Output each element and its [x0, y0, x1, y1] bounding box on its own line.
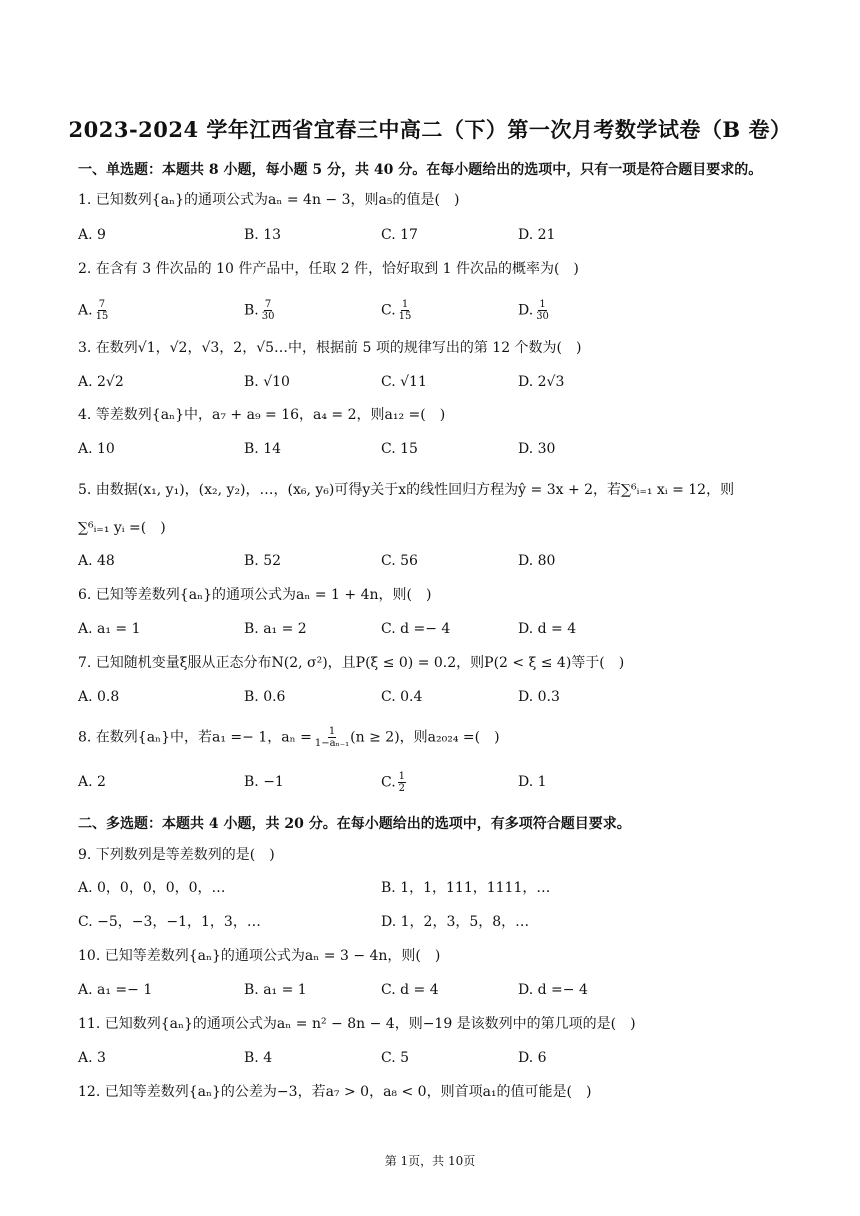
- q9-option-c: C. −5，−3，−1，1，3，…: [78, 914, 261, 930]
- q4-option-c: C. 15: [381, 441, 418, 457]
- q10-option-b: B. a₁ = 1: [244, 982, 307, 998]
- section-multiple-choice: 二、多选题：本题共 4 小题，共 20 分。在每小题给出的选项中，有多项符合题目要求。: [78, 816, 631, 832]
- q11-option-d: D. 6: [518, 1050, 547, 1066]
- q11-option-b: B. 4: [244, 1050, 273, 1066]
- fraction-denominator: 15: [398, 311, 412, 322]
- q9-option-d: D. 1，2，3，5，8，…: [381, 914, 530, 930]
- q7-option-a: A. 0.8: [78, 689, 120, 705]
- q11-option-a: A. 3: [78, 1050, 106, 1066]
- question-10: 10. 已知等差数列{aₙ}的通项公式为aₙ = 3 − 4n，则( ): [78, 948, 441, 964]
- q1-option-d: D. 21: [518, 227, 556, 243]
- q8-stem-prefix: 8. 在数列{aₙ}中，若a₁ =− 1，aₙ =: [78, 729, 312, 746]
- q2-option-b: [244, 299, 275, 322]
- q8-option-c: [381, 771, 406, 794]
- q10-option-d: D. d =− 4: [518, 982, 588, 998]
- q2-option-c-fraction: [398, 299, 413, 322]
- question-2: 2. 在含有 3 件次品的 10 件产品中，任取 2 件，恰好取到 1 件次品的概率为( ): [78, 261, 579, 277]
- fraction-numerator: 1: [328, 726, 336, 737]
- question-8: [78, 726, 500, 749]
- fraction-denominator: 30: [261, 311, 275, 322]
- question-5-continued: ∑⁶ᵢ₌₁ yᵢ =( ): [78, 520, 166, 536]
- q5-option-a: A. 48: [78, 553, 115, 569]
- q8-stem-suffix: (n ≥ 2)，则a₂₀₂₄ =( ): [350, 729, 500, 746]
- fraction-denominator: 2: [398, 783, 406, 794]
- q4-option-d: D. 30: [518, 441, 556, 457]
- q2-option-d-label: D.: [518, 302, 534, 319]
- q2-option-d: [518, 299, 550, 322]
- q10-option-c: C. d = 4: [381, 982, 439, 998]
- q3-option-c: C. √11: [381, 374, 427, 390]
- q8-option-b: B. −1: [244, 774, 284, 790]
- fraction-numerator: 1: [401, 299, 409, 310]
- q6-option-c: C. d =− 4: [381, 621, 451, 637]
- page-footer: 第 1页，共 10页: [384, 1154, 476, 1168]
- q11-option-c: C. 5: [381, 1050, 410, 1066]
- q5-option-b: B. 52: [244, 553, 282, 569]
- question-5: 5. 由数据(x₁, y₁)，(x₂, y₂)，…，(x₆, y₆)可得y关于x的线性回归方程为ŷ = 3x + 2，若∑⁶ᵢ₌₁ xᵢ = 12，则: [78, 482, 735, 498]
- q3-option-b: B. √10: [244, 374, 290, 390]
- question-12: 12. 已知等差数列{aₙ}的公差为−3，若a₇ > 0，a₈ < 0，则首项a₁的值可能是( ): [78, 1084, 592, 1100]
- q7-option-d: D. 0.3: [518, 689, 560, 705]
- q10-option-a: A. a₁ =− 1: [78, 982, 153, 998]
- q3-option-d: D. 2√3: [518, 374, 565, 390]
- question-11: 11. 已知数列{aₙ}的通项公式为aₙ = n² − 8n − 4，则−19 是该数列中的第几项的是( ): [78, 1016, 636, 1032]
- q9-option-a: A. 0，0，0，0，0，…: [78, 880, 226, 896]
- q1-option-a: A. 9: [78, 227, 106, 243]
- question-1: 1. 已知数列{aₙ}的通项公式为aₙ = 4n − 3，则a₅的值是( ): [78, 192, 460, 208]
- q8-option-c-fraction: [398, 771, 406, 794]
- q2-option-a-label: A.: [78, 302, 93, 319]
- q1-option-c: C. 17: [381, 227, 418, 243]
- fraction-denominator: 30: [536, 311, 549, 322]
- fraction-numerator: 7: [98, 299, 106, 310]
- q5-option-d: D. 80: [518, 553, 556, 569]
- q7-option-c: C. 0.4: [381, 689, 423, 705]
- q9-option-b: B. 1，1，111，1111，…: [381, 880, 551, 896]
- q6-option-b: B. a₁ = 2: [244, 621, 307, 637]
- q2-option-a-fraction: [95, 299, 110, 322]
- q8-option-d: D. 1: [518, 774, 547, 790]
- q2-option-c: [381, 299, 412, 322]
- q7-option-b: B. 0.6: [244, 689, 286, 705]
- question-6: 6. 已知等差数列{aₙ}的通项公式为aₙ = 1 + 4n，则( ): [78, 587, 432, 603]
- question-9: 9. 下列数列是等差数列的是( ): [78, 847, 275, 863]
- q1-option-b: B. 13: [244, 227, 282, 243]
- q2-option-b-label: B.: [244, 302, 259, 319]
- q4-option-b: B. 14: [244, 441, 282, 457]
- q6-option-a: A. a₁ = 1: [78, 621, 141, 637]
- question-7: 7. 已知随机变量ξ服从正态分布N(2, σ²)，且P(ξ ≤ 0) = 0.2，则P(2 < ξ ≤ 4)等于( ): [78, 655, 625, 671]
- q3-option-a: A. 2√2: [78, 374, 124, 390]
- fraction-denominator: 1−aₙ₋₁: [314, 738, 350, 749]
- q2-option-a: [78, 299, 109, 322]
- q8-option-c-label: C.: [381, 774, 396, 791]
- question-3: 3. 在数列√1，√2，√3，2，√5…中，根据前 5 项的规律写出的第 12 个数为( ): [78, 340, 582, 356]
- fraction-denominator: 15: [95, 311, 109, 322]
- exam-title: 2023-2024 学年江西省宜春三中高二（下）第一次月考数学试卷（B 卷）: [68, 117, 792, 142]
- q8-option-a: A. 2: [78, 774, 106, 790]
- q5-option-c: C. 56: [381, 553, 418, 569]
- fraction-numerator: 7: [264, 299, 272, 310]
- q8-recurrence-fraction: [314, 726, 350, 749]
- q2-option-b-fraction: [261, 299, 276, 322]
- q2-option-d-fraction: [535, 299, 550, 322]
- q2-option-c-label: C.: [381, 302, 396, 319]
- fraction-numerator: 1: [539, 299, 546, 310]
- q4-option-a: A. 10: [78, 441, 115, 457]
- fraction-numerator: 1: [398, 771, 406, 782]
- q6-option-d: D. d = 4: [518, 621, 577, 637]
- section-single-choice: 一、单选题：本题共 8 小题，每小题 5 分，共 40 分。在每小题给出的选项中，只有一项是符合题目要求的。: [78, 162, 763, 178]
- question-4: 4. 等差数列{aₙ}中，a₇ + a₉ = 16，a₄ = 2，则a₁₂ =( ): [78, 407, 446, 423]
